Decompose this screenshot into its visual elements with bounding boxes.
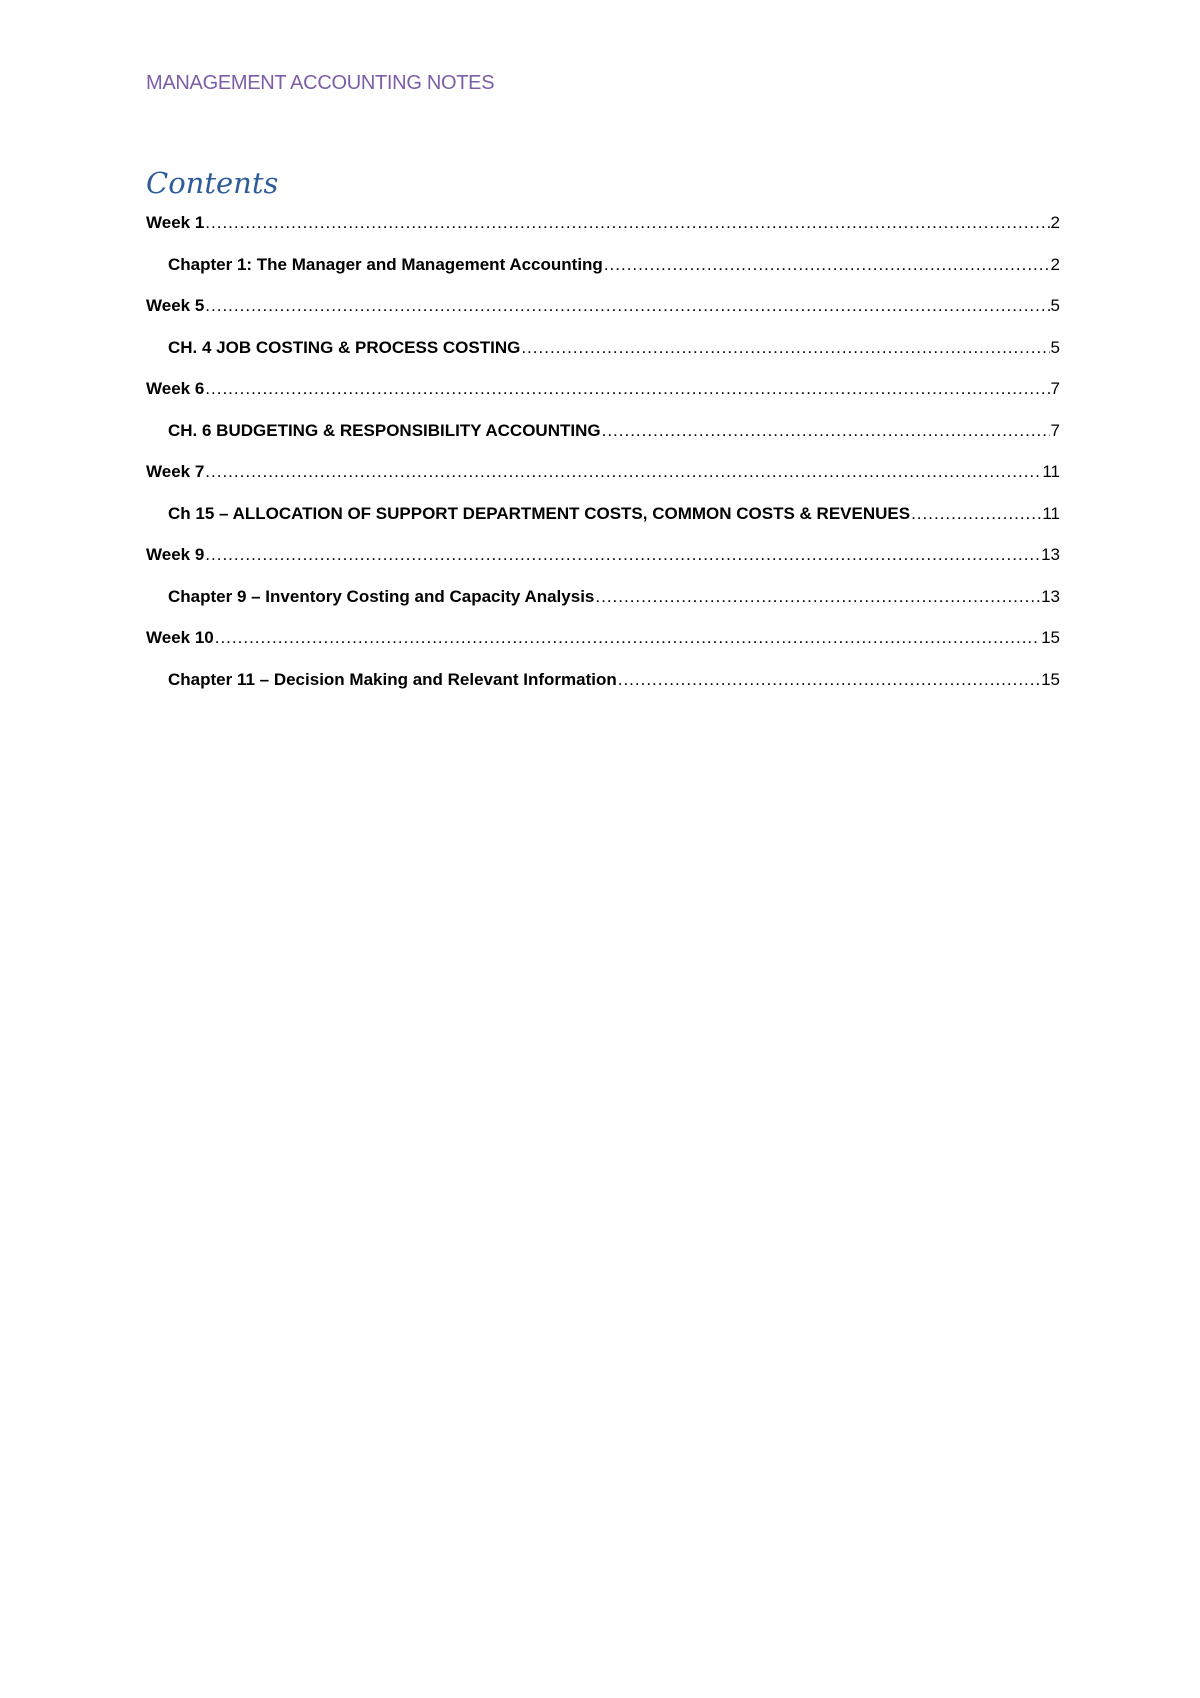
toc-entry-label: CH. 6 BUDGETING & RESPONSIBILITY ACCOUNTING [168, 420, 601, 440]
toc-dot-leader [602, 421, 1050, 441]
toc-entry-page: 13 [1041, 545, 1060, 564]
toc-entry-page: 5 [1050, 296, 1060, 315]
toc-entry[interactable] [146, 421, 1060, 463]
table-of-contents [146, 213, 1060, 711]
toc-dot-leader [205, 462, 1041, 482]
toc-entry-label: Week 10 [146, 628, 214, 647]
toc-entry[interactable] [146, 670, 1060, 712]
toc-entry-page: 15 [1041, 628, 1060, 647]
toc-entry-label: Ch 15 – ALLOCATION OF SUPPORT DEPARTMENT COSTS, COMMON COSTS & REVENUES [168, 503, 911, 523]
toc-dot-leader [521, 338, 1049, 358]
toc-entry[interactable] [146, 296, 1060, 338]
toc-dot-leader [205, 296, 1049, 316]
toc-entry-page: 7 [1050, 379, 1060, 398]
toc-entry[interactable] [146, 628, 1060, 670]
document-header: MANAGEMENT ACCOUNTING NOTES [146, 72, 495, 94]
toc-entry-label: Chapter 1: The Manager and Management Accounting [168, 254, 603, 274]
toc-dot-leader [205, 545, 1040, 565]
toc-entry-page: 7 [1050, 420, 1060, 440]
toc-entry-page: 5 [1050, 337, 1060, 357]
toc-entry[interactable] [146, 255, 1060, 297]
toc-entry-label: Week 5 [146, 296, 205, 315]
toc-entry-label: Week 7 [146, 462, 205, 481]
toc-entry-label: Week 9 [146, 545, 205, 564]
toc-entry-page: 2 [1050, 254, 1060, 274]
toc-entry[interactable] [146, 504, 1060, 546]
toc-entry-page: 15 [1041, 669, 1060, 689]
toc-entry-label: Chapter 11 – Decision Making and Relevant Information [168, 669, 617, 689]
toc-entry-label: Week 1 [146, 213, 205, 232]
toc-entry[interactable] [146, 462, 1060, 504]
toc-entry[interactable] [146, 587, 1060, 629]
toc-dot-leader [911, 504, 1041, 524]
toc-entry[interactable] [146, 213, 1060, 255]
toc-dot-leader [215, 628, 1040, 648]
toc-entry-page: 13 [1041, 586, 1060, 606]
toc-dot-leader [595, 587, 1040, 607]
toc-entry-page: 11 [1042, 503, 1060, 523]
toc-entry-label: Chapter 9 – Inventory Costing and Capacity Analysis [168, 586, 595, 606]
toc-dot-leader [604, 255, 1050, 275]
toc-entry-page: 11 [1042, 462, 1060, 481]
toc-dot-leader [618, 670, 1040, 690]
toc-entry-label: Week 6 [146, 379, 205, 398]
toc-dot-leader [205, 379, 1049, 399]
toc-entry[interactable] [146, 338, 1060, 380]
toc-entry-label: CH. 4 JOB COSTING & PROCESS COSTING [168, 337, 521, 357]
toc-entry[interactable] [146, 545, 1060, 587]
toc-entry-page: 2 [1050, 213, 1060, 232]
toc-dot-leader [205, 213, 1049, 233]
toc-title: Contents [146, 166, 279, 200]
toc-entry[interactable] [146, 379, 1060, 421]
